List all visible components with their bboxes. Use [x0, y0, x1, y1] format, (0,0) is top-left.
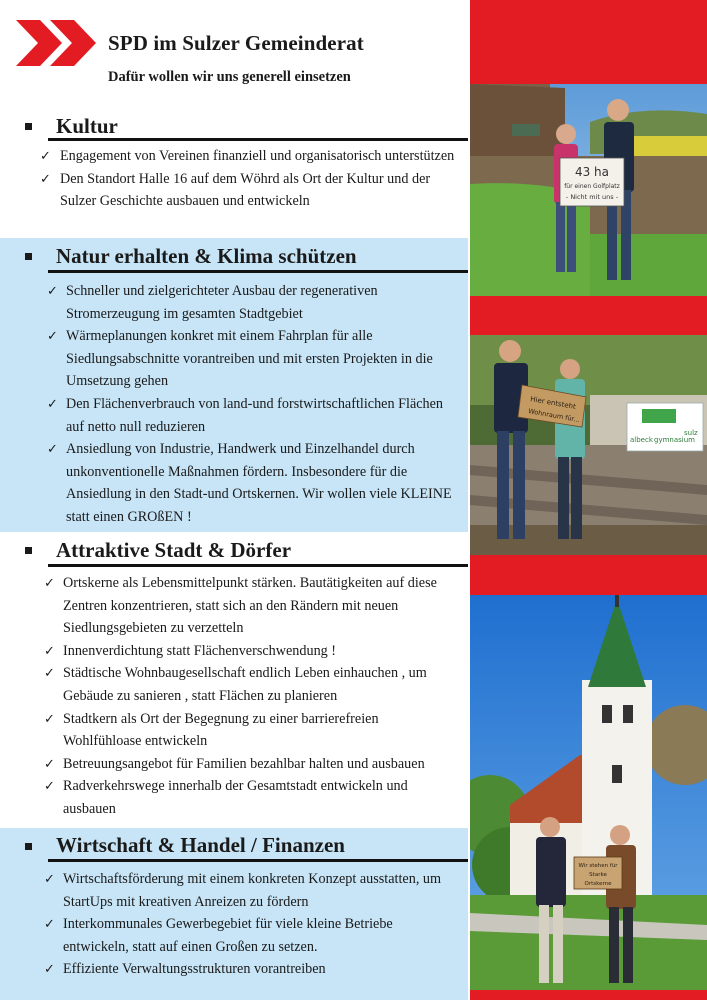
- checkmark-icon: ✓: [47, 328, 58, 344]
- list-item: [0, 753, 468, 776]
- square-bullet-icon: [25, 123, 32, 130]
- square-bullet-icon: [25, 843, 32, 850]
- item-list: [0, 868, 468, 981]
- section-divider: [48, 138, 468, 141]
- list-item: [0, 640, 468, 663]
- list-item: [0, 958, 468, 981]
- board-text: gymnasium: [654, 436, 695, 444]
- checkmark-icon: ✓: [44, 665, 55, 681]
- section-stadt: [0, 532, 468, 828]
- page-title: SPD im Sulzer Gemeinderat: [108, 31, 364, 55]
- checkmark-icon: ✓: [44, 871, 55, 886]
- sign-text: Hier entsteht: [529, 395, 577, 411]
- list-item: [0, 168, 468, 213]
- list-item-text: Interkommunales Gewerbegebiet für viele kleine Betriebe entwickeln, statt auf einen Großen zu setzen.: [63, 916, 393, 955]
- sign-text: 43 ha: [574, 165, 610, 179]
- list-item-text: Innenverdichtung statt Flächenverschwendung !: [63, 642, 337, 659]
- item-list: [0, 572, 468, 821]
- checkmark-icon: ✓: [44, 642, 55, 658]
- list-item-text: Den Flächenverbrauch von land-und forstwirtschaftlichen Flächen auf netto null reduzieren: [66, 395, 444, 435]
- checkmark-icon: ✓: [40, 148, 51, 163]
- checkmark-icon: ✓: [40, 170, 51, 186]
- checkmark-icon: ✓: [44, 575, 55, 590]
- double-chevron-logo-icon: [16, 20, 98, 66]
- photo-church-image: [470, 595, 707, 990]
- list-item: [0, 913, 468, 958]
- list-item: [0, 145, 468, 168]
- checkmark-icon: ✓: [44, 778, 55, 794]
- sign-text: Wohnraum für...: [527, 407, 581, 425]
- board-text: albeck: [630, 436, 653, 444]
- list-item: [0, 708, 468, 753]
- section-divider: [48, 859, 468, 862]
- list-item: [0, 393, 468, 438]
- list-item-text: Effiziente Verwaltungsstrukturen vorantreiben: [63, 961, 326, 978]
- board-text: sulz: [684, 429, 698, 437]
- photo-school-protest-image: [470, 335, 707, 555]
- list-item: [0, 325, 468, 393]
- sign-text: Ortskerne: [584, 881, 612, 887]
- list-item-text: Wärmeplanungen konkret mit einem Fahrplan für alle Siedlungsabschnitte vorantreiben und mit ersten Projekten in die Umsetzung gehen: [66, 328, 433, 390]
- sign-text: für einen Golfplatz: [564, 183, 620, 190]
- section-header: [0, 110, 468, 150]
- section-kultur: [0, 110, 468, 238]
- checkmark-icon: ✓: [47, 283, 58, 298]
- section-header: [0, 532, 468, 572]
- photo-field-protest: [470, 84, 707, 296]
- checkmark-icon: ✓: [47, 395, 58, 411]
- list-item-text: Stadtkern als Ort der Begegnung zu einer barrierefreien Wohlfühloase entwickeln: [63, 710, 379, 750]
- photo-field-protest-image: [470, 84, 707, 296]
- section-wirtschaft: [0, 828, 468, 1000]
- sign-text: Wir stehen für: [578, 863, 618, 869]
- list-item: [0, 662, 468, 707]
- list-item-text: Betreuungsangebot für Familien bezahlbar halten und ausbauen: [63, 755, 425, 772]
- list-item: [0, 572, 468, 640]
- sign-text: Starke: [589, 872, 607, 878]
- section-header: [0, 828, 468, 868]
- square-bullet-icon: [25, 253, 32, 260]
- list-item-text: Engagement von Vereinen finanziell und organisatorisch unterstützen: [60, 148, 455, 164]
- section-title: Kultur: [56, 114, 118, 138]
- section-header: [0, 238, 468, 278]
- checkmark-icon: ✓: [44, 916, 55, 932]
- checkmark-icon: ✓: [44, 961, 55, 977]
- section-title: Attraktive Stadt & Dörfer: [56, 538, 292, 562]
- list-item: [0, 775, 468, 820]
- sign-text: - Nicht mit uns -: [565, 193, 619, 201]
- checkmark-icon: ✓: [44, 755, 55, 771]
- photo-column: [470, 0, 707, 1000]
- list-item: [0, 868, 468, 913]
- list-item-text: Wirtschaftsförderung mit einem konkreten Konzept ausstatten, um StartUps mit kreativen Anreizen zu fördern: [63, 871, 442, 910]
- list-item-text: Radverkehrswege innerhalb der Gesamtstadt entwickeln und ausbauen: [63, 778, 408, 817]
- section-natur: [0, 238, 468, 532]
- list-item-text: Schneller und zielgerichteter Ausbau der regenerativen Stromerzeugung im gesamten Stadtgebiet: [66, 283, 378, 322]
- header: [0, 0, 468, 110]
- item-list: [0, 280, 468, 529]
- list-item: [0, 438, 468, 528]
- list-item-text: Ortskerne als Lebensmittelpunkt stärken. Bautätigkeiten auf diese Zentren konzentrieren, statt sich an den Rändern mit neuen Siedlungsgebieten zu verzetteln: [63, 575, 437, 637]
- section-title: Natur erhalten & Klima schützen: [56, 244, 357, 268]
- section-title: Wirtschaft & Handel / Finanzen: [56, 833, 345, 857]
- item-list: [0, 145, 468, 213]
- checkmark-icon: ✓: [47, 441, 58, 457]
- photo-church: [470, 595, 707, 990]
- list-item-text: Ansiedlung von Industrie, Handwerk und Einzelhandel durch unkonventionelle Maßnahmen fördern. Insbesondere für die Ansiedlung in den Stadt-und Ortskernen. Wir wollen viele KLEINE statt einen GROßEN !: [66, 441, 452, 525]
- list-item-text: Städtische Wohnbaugesellschaft endlich Leben einhauchen , um Gebäude zu sanieren , statt Flächen zu planieren: [63, 665, 427, 704]
- list-item-text: Den Standort Halle 16 auf dem Wöhrd als Ort der Kultur und der Sulzer Geschichte ausbauen und entwickeln: [60, 170, 431, 210]
- checkmark-icon: ✓: [44, 710, 55, 726]
- list-item: [0, 280, 468, 325]
- square-bullet-icon: [25, 547, 32, 554]
- photo-school-protest: [470, 335, 707, 555]
- section-divider: [48, 564, 468, 567]
- page-subtitle: Dafür wollen wir uns generell einsetzen: [108, 69, 351, 85]
- section-divider: [48, 270, 468, 273]
